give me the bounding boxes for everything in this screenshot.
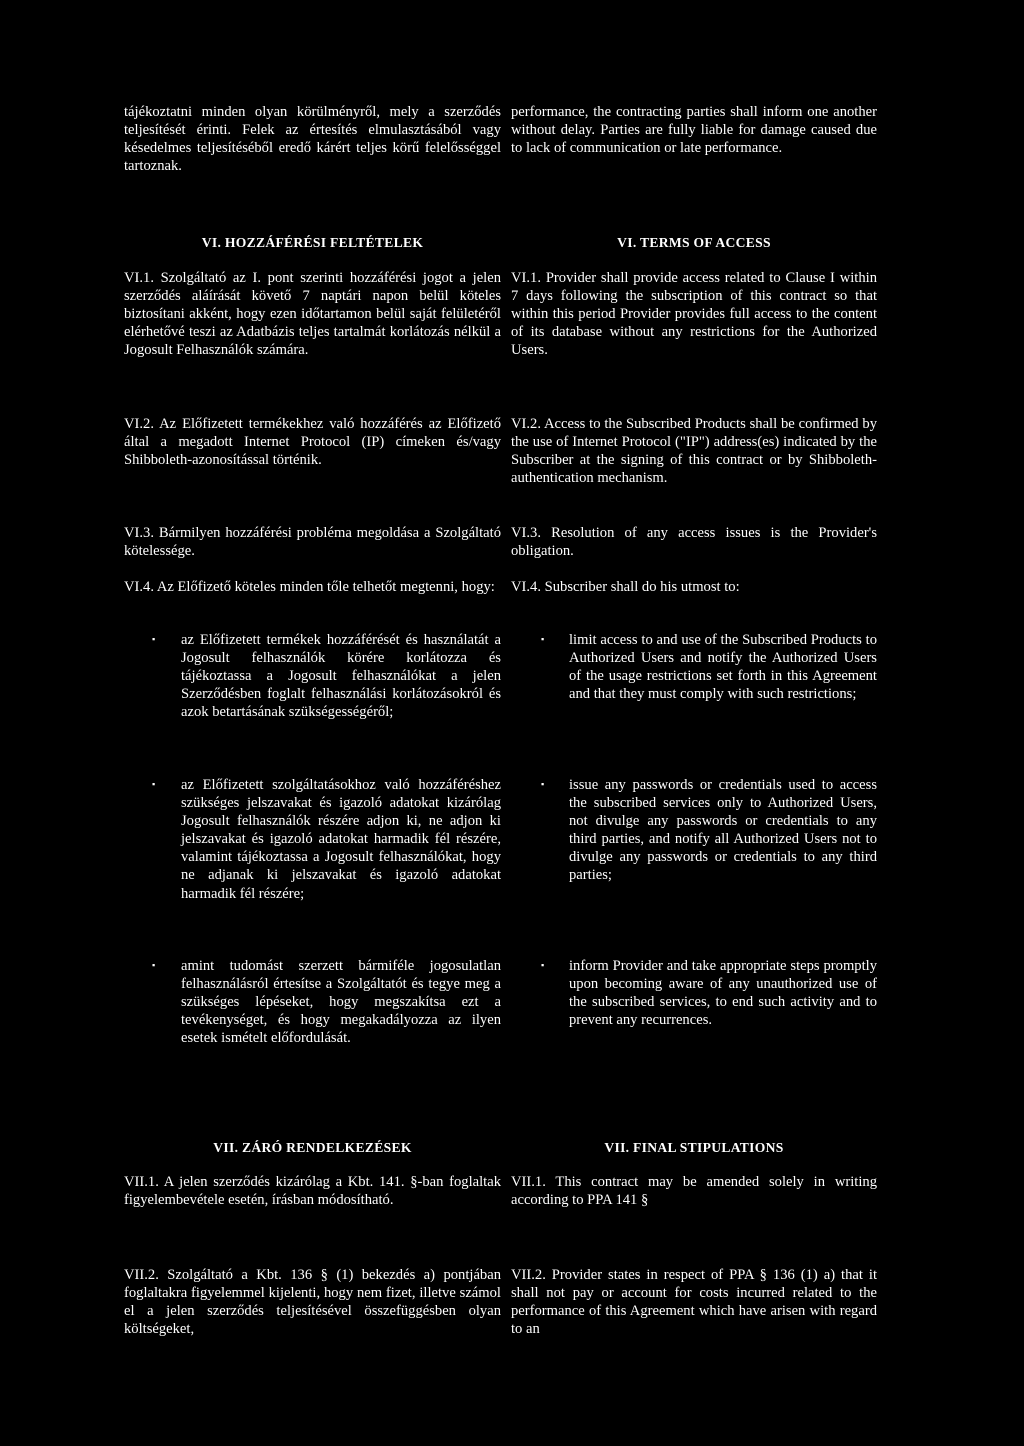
bullet-text: issue any passwords or credentials used to access the subscribed services only to Authorized Users, not divulge any passwords or credentials to any third parties, and notify all Authorized Users not to divulge any passwords or credentials to any third parties; bbox=[569, 777, 877, 884]
clause-7-1-en bbox=[511, 1173, 877, 1209]
clause-text: VI.2. Az Előfizetett termékekhez való hozzáférés az Előfizető által a megadott Internet Protocol (IP) címeken és/vagy Shibboleth-azonosítással történik. bbox=[124, 416, 501, 469]
top-paragraph-en bbox=[511, 103, 877, 157]
clause-text: VI.3. Resolution of any access issues is the Provider's obligation. bbox=[511, 525, 877, 560]
section-6-heading-en: VI. TERMS OF ACCESS bbox=[617, 235, 771, 250]
top-paragraph-hu bbox=[124, 103, 501, 175]
clause-6-3-en bbox=[511, 524, 877, 560]
clause-6-4-hu bbox=[124, 578, 501, 596]
clause-text: VI.1. Szolgáltató az I. pont szerinti hozzáférési jogot a jelen szerződés aláírását követő 7 naptári napon belül köteles biztosítani akként, hogy ezen időtartamon belül saját felületéről elérhetővé teszi az Adatbázis teljes tartalmát korlátozás nélkül a Jogosult Felhasználók számára. bbox=[124, 270, 501, 359]
bullet-text: inform Provider and take appropriate steps promptly upon becoming aware of any unauthorized use of the subscribed services, to end such activity and to prevent any recurrences. bbox=[569, 958, 877, 1029]
clause-6-1-en bbox=[511, 269, 877, 359]
bullet-text: az Előfizetett szolgáltatásokhoz való hozzáféréshez szükséges jelszavakat és igazoló adatokat kizárólag Jogosult felhasználók részére adjon ki, ne adjon ki jelszavakat és igazoló adatokat harmadik fél részére, valamint tájékoztassa a Jogosult felhasználókat, hogy ne adjanak ki jelszavakat és igazoló adatokat harmadik fél részére; bbox=[181, 777, 501, 902]
bullet-text: amint tudomást szerzett bármiféle jogosulatlan felhasználásról értesítse a Szolgáltatót és tegye meg a szükséges lépéseket, hogy megszakítsa ezt a tevékenységet, és hogy megakadályozza az ilyen esetek ismételt előfordulását. bbox=[181, 958, 501, 1047]
clause-6-4-en bbox=[511, 578, 877, 596]
clause-text: VI.1. Provider shall provide access related to Clause I within 7 days following the subscription of this contract so that within this period Provider provides full access to the content of its database without any restrictions for the Authorized Users. bbox=[511, 270, 877, 359]
bullet-icon: ▪ bbox=[152, 634, 156, 644]
bullet-icon: ▪ bbox=[541, 960, 545, 970]
clause-6-1-hu bbox=[124, 269, 501, 359]
clause-text: VI.4. Subscriber shall do his utmost to: bbox=[511, 579, 740, 595]
clause-text: VI.4. Az Előfizető köteles minden tőle telhetőt megtenni, hogy: bbox=[124, 579, 495, 595]
clause-text: VII.2. Szolgáltató a Kbt. 136 § (1) bekezdés a) pontjában foglaltakra figyelemmel kijelenti, hogy nem fizet, illetve számol el a jelen szerződés teljesítésével összefüggésben olyan költségeket, bbox=[124, 1267, 501, 1338]
clause-7-2-hu bbox=[124, 1266, 501, 1338]
paragraph-text: tájékoztatni minden olyan körülményről, mely a szerződés teljesítését érinti. Felek az értesítés elmulasztásából vagy késedelmes teljesítéséből eredő kárért teljes körű felelősséggel tartoznak. bbox=[124, 104, 501, 175]
bullet-icon: ▪ bbox=[152, 779, 156, 789]
paragraph-text: performance, the contracting parties shall inform one another without delay. Parties are fully liable for damage caused due to lack of communication or late performance. bbox=[511, 104, 877, 157]
clause-text: VI.3. Bármilyen hozzáférési probléma megoldása a Szolgáltató kötelessége. bbox=[124, 525, 501, 560]
clause-6-3-hu bbox=[124, 524, 501, 560]
clause-6-2-hu bbox=[124, 415, 501, 469]
clause-text: VII.1. This contract may be amended solely in writing according to PPA 141 § bbox=[511, 1174, 877, 1209]
clause-7-2-en bbox=[511, 1266, 877, 1338]
clause-6-2-en bbox=[511, 415, 877, 487]
bullet-icon: ▪ bbox=[152, 960, 156, 970]
bullet-icon: ▪ bbox=[541, 779, 545, 789]
clause-text: VI.2. Access to the Subscribed Products shall be confirmed by the use of Internet Protocol ("IP") address(es) indicated by the Subscriber at the signing of this contract or by Shibboleth-authentication mechanism. bbox=[511, 416, 877, 487]
bullet-icon: ▪ bbox=[541, 634, 545, 644]
section-7-heading-hu: VII. ZÁRÓ RENDELKEZÉSEK bbox=[213, 1140, 412, 1155]
clause-text: VII.2. Provider states in respect of PPA § 136 (1) a) that it shall not pay or account for costs incurred related to the performance of this Agreement which have arisen with regard to an bbox=[511, 1267, 877, 1338]
bullet-text: limit access to and use of the Subscribed Products to Authorized Users and notify the Authorized Users of the usage restrictions set forth in this Agreement and that they must comply with such restrictions; bbox=[569, 632, 877, 703]
bullet-text: az Előfizetett termékek hozzáférését és használatát a Jogosult felhasználók körére korlátozza és tájékoztassa a Jogosult felhasználókat a jelen Szerződésben foglalt felhasználási korlátozásokról és azok betartásának szükségességéről; bbox=[181, 632, 501, 721]
section-7-heading-en: VII. FINAL STIPULATIONS bbox=[604, 1140, 784, 1155]
clause-7-1-hu bbox=[124, 1173, 501, 1209]
clause-text: VII.1. A jelen szerződés kizárólag a Kbt. 141. §-ban foglaltak figyelembevétele esetén, írásban módosítható. bbox=[124, 1174, 501, 1209]
section-6-heading-hu: VI. HOZZÁFÉRÉSI FELTÉTELEK bbox=[201, 235, 424, 250]
